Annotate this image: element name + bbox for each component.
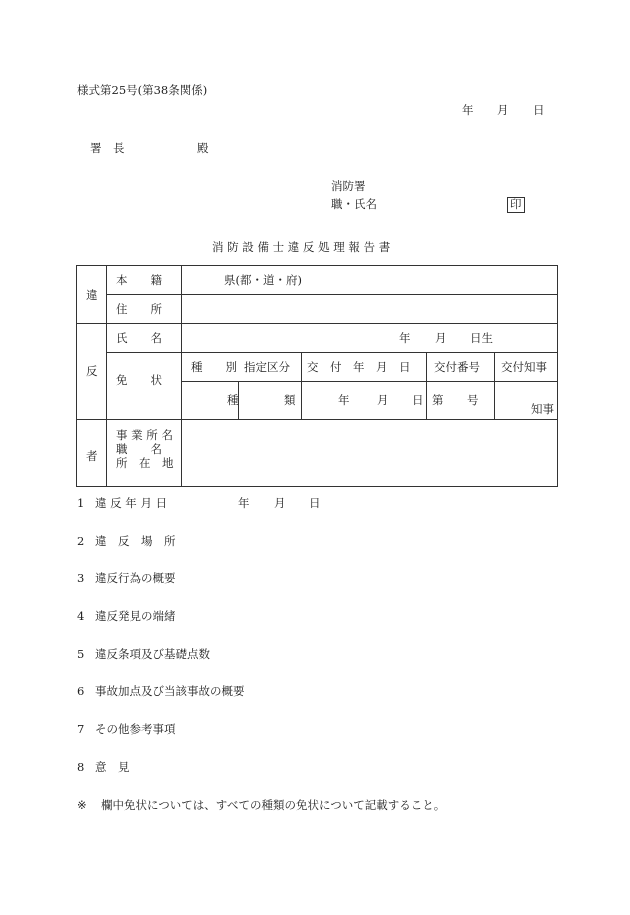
seal-text: 印 — [507, 197, 525, 213]
address-label-cell: 住 所 — [107, 295, 182, 324]
address-value-cell[interactable] — [182, 295, 558, 324]
license-number-cell[interactable]: 第 号 — [427, 382, 495, 420]
name-label-cell: 氏 名 — [107, 324, 182, 353]
license-type-cell[interactable]: 種 — [182, 382, 239, 420]
license-header-number: 交付番号 — [427, 353, 495, 382]
addressee-title: 署 長 — [90, 141, 125, 155]
license-label-cell: 免 状 — [107, 353, 182, 420]
workplace-label-cell: 事 業 所 名 職 名 所 在 地 — [107, 420, 182, 487]
sender-position-name: 職・氏名 — [331, 197, 377, 211]
note-mark: ※ — [77, 798, 87, 812]
license-governor-cell[interactable]: 知事 — [495, 382, 558, 420]
note-text: 欄中免状については、すべての種類の免状について記載すること。 — [101, 798, 446, 812]
seal-mark — [507, 197, 525, 213]
license-header-governor: 交付知事 — [495, 353, 558, 382]
sender-office: 消防署 — [331, 179, 366, 193]
birth-month-label: 月 — [435, 331, 447, 345]
license-header-type: 種 別 指定区分 — [182, 353, 302, 382]
honseki-value-cell[interactable]: 県(都・道・府) — [182, 266, 558, 295]
name-value-cell[interactable] — [182, 324, 558, 353]
date-year-label: 年 — [462, 103, 474, 117]
workplace-value-cell[interactable] — [182, 420, 558, 487]
form-number: 様式第25号(第38条関係) — [77, 83, 208, 97]
violator-table — [76, 265, 558, 487]
addressee-honorific: 殿 — [197, 141, 209, 155]
side-label-violation-3: 者 — [77, 420, 107, 487]
license-date-cell[interactable]: 年 月 日 — [302, 382, 427, 420]
date-month-label: 月 — [497, 103, 509, 117]
side-label-violation-2: 反 — [77, 324, 107, 420]
side-label-violation-1: 違 — [77, 266, 107, 324]
document-title: 消 防 設 備 士 違 反 処 理 報 告 書 — [212, 240, 391, 254]
license-header-date: 交 付 年 月 日 — [302, 353, 427, 382]
honseki-label-cell: 本 籍 — [107, 266, 182, 295]
birth-day-label: 日生 — [470, 331, 493, 345]
date-day-label: 日 — [533, 103, 545, 117]
license-kind-cell[interactable]: 類 — [239, 382, 302, 420]
birth-year-label: 年 — [399, 331, 411, 345]
